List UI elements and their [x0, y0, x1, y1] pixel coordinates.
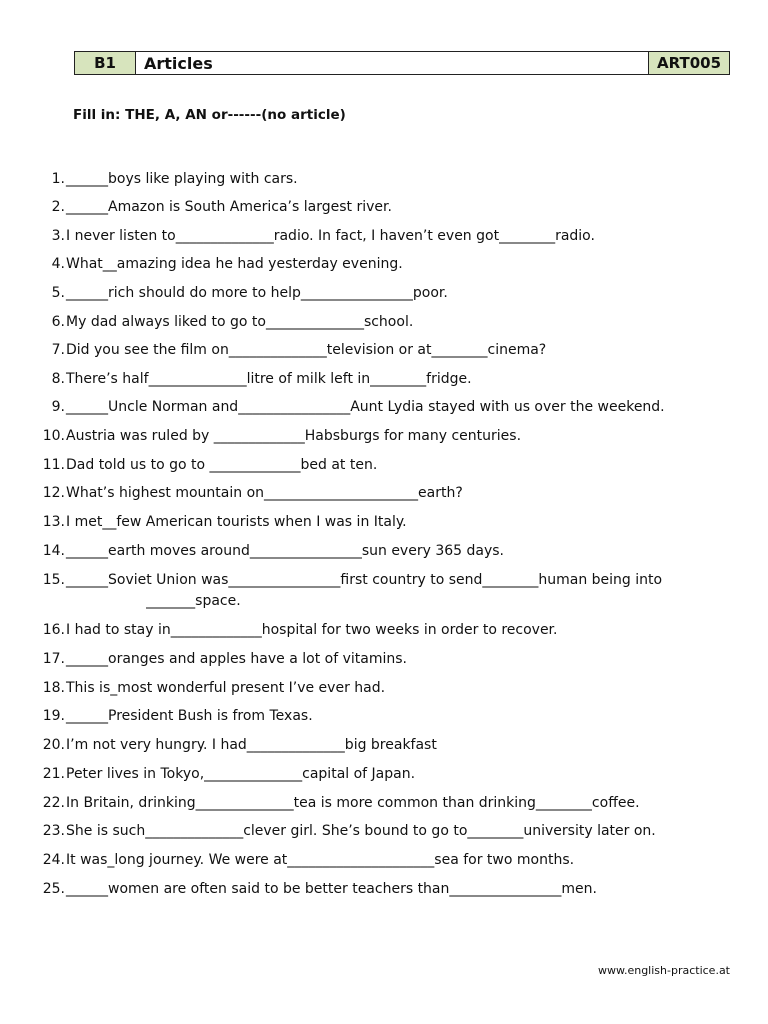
item-text: I had to stay in_____________hospital for two weeks in order to recover.	[66, 622, 558, 638]
item-text: ______women are often said to be better teachers than________________men.	[66, 881, 597, 897]
item-number: 12.	[42, 485, 65, 501]
item-text: ______boys like playing with cars.	[66, 171, 298, 187]
item-number: 21.	[42, 766, 65, 782]
item-number: 22.	[42, 795, 65, 811]
item-number: 6.	[51, 314, 65, 330]
item-number: 8.	[51, 371, 65, 387]
item-text: She is such______________clever girl. She’s bound to go to________university later on.	[66, 823, 656, 839]
item-number: 19.	[42, 708, 65, 724]
item-text: Did you see the film on______________television or at________cinema?	[66, 342, 547, 358]
footer-website: www.english-practice.at	[597, 964, 730, 977]
item-number: 14.	[42, 543, 65, 559]
item-number: 11.	[42, 457, 65, 473]
item-number: 25.	[42, 881, 65, 897]
instruction-text: Fill in: THE, A, AN or------(no article)	[73, 107, 346, 123]
item-text: There’s half______________litre of milk left in________fridge.	[66, 371, 472, 387]
item-text: It was_long journey. We were at_____________________sea for two months.	[66, 852, 575, 868]
item-number: 9.	[51, 399, 65, 415]
item-number: 24.	[42, 852, 65, 868]
item-number: 7.	[51, 342, 65, 358]
item-text: My dad always liked to go to______________school.	[66, 314, 414, 330]
item-number: 20.	[42, 737, 65, 753]
item-number: 2.	[51, 199, 65, 215]
item-number: 18.	[42, 680, 65, 696]
item-number: 17.	[42, 651, 65, 667]
item-text: ______oranges and apples have a lot of vitamins.	[66, 651, 407, 667]
item-text: ______Amazon is South America’s largest river.	[66, 199, 392, 215]
item-number: 5.	[51, 285, 65, 301]
level-badge: B1	[75, 52, 136, 74]
item-text: In Britain, drinking______________tea is more common than drinking________coffee.	[66, 795, 640, 811]
item-text: ______Uncle Norman and________________Aunt Lydia stayed with us over the weekend.	[66, 399, 665, 415]
item-text: Dad told us to go to _____________bed at ten.	[66, 457, 378, 473]
item-number: 3.	[51, 228, 65, 244]
item-number: 16.	[42, 622, 65, 638]
item-text: Peter lives in Tokyo,______________capital of Japan.	[66, 766, 416, 782]
item-text: ______earth moves around________________sun every 365 days.	[66, 543, 504, 559]
item-number: 13.	[42, 514, 65, 530]
item-text: What__amazing idea he had yesterday evening.	[66, 256, 403, 272]
item-text: I never listen to______________radio. In fact, I haven’t even got________radio.	[66, 228, 595, 244]
worksheet-title: Articles	[144, 53, 213, 73]
item-number: 1.	[51, 171, 65, 187]
item-text: I’m not very hungry. I had______________big breakfast	[66, 737, 437, 753]
item-number: 4.	[51, 256, 65, 272]
worksheet-header	[74, 51, 730, 75]
item-number: 23.	[42, 823, 65, 839]
item-text: What’s highest mountain on______________________earth?	[66, 485, 463, 501]
item-text: This is_most wonderful present I’ve ever had.	[66, 680, 386, 696]
worksheet-code: ART005	[648, 52, 729, 74]
item-number: 10.	[42, 428, 65, 444]
item-text: ______Soviet Union was________________first country to send________human being into _______space.	[66, 572, 663, 609]
item-text: ______President Bush is from Texas.	[66, 708, 313, 724]
item-number: 15.	[42, 572, 65, 588]
item-text: Austria was ruled by _____________Habsburgs for many centuries.	[66, 428, 522, 444]
item-text: I met__few American tourists when I was in Italy.	[66, 514, 407, 530]
item-text: ______rich should do more to help________________poor.	[66, 285, 448, 301]
